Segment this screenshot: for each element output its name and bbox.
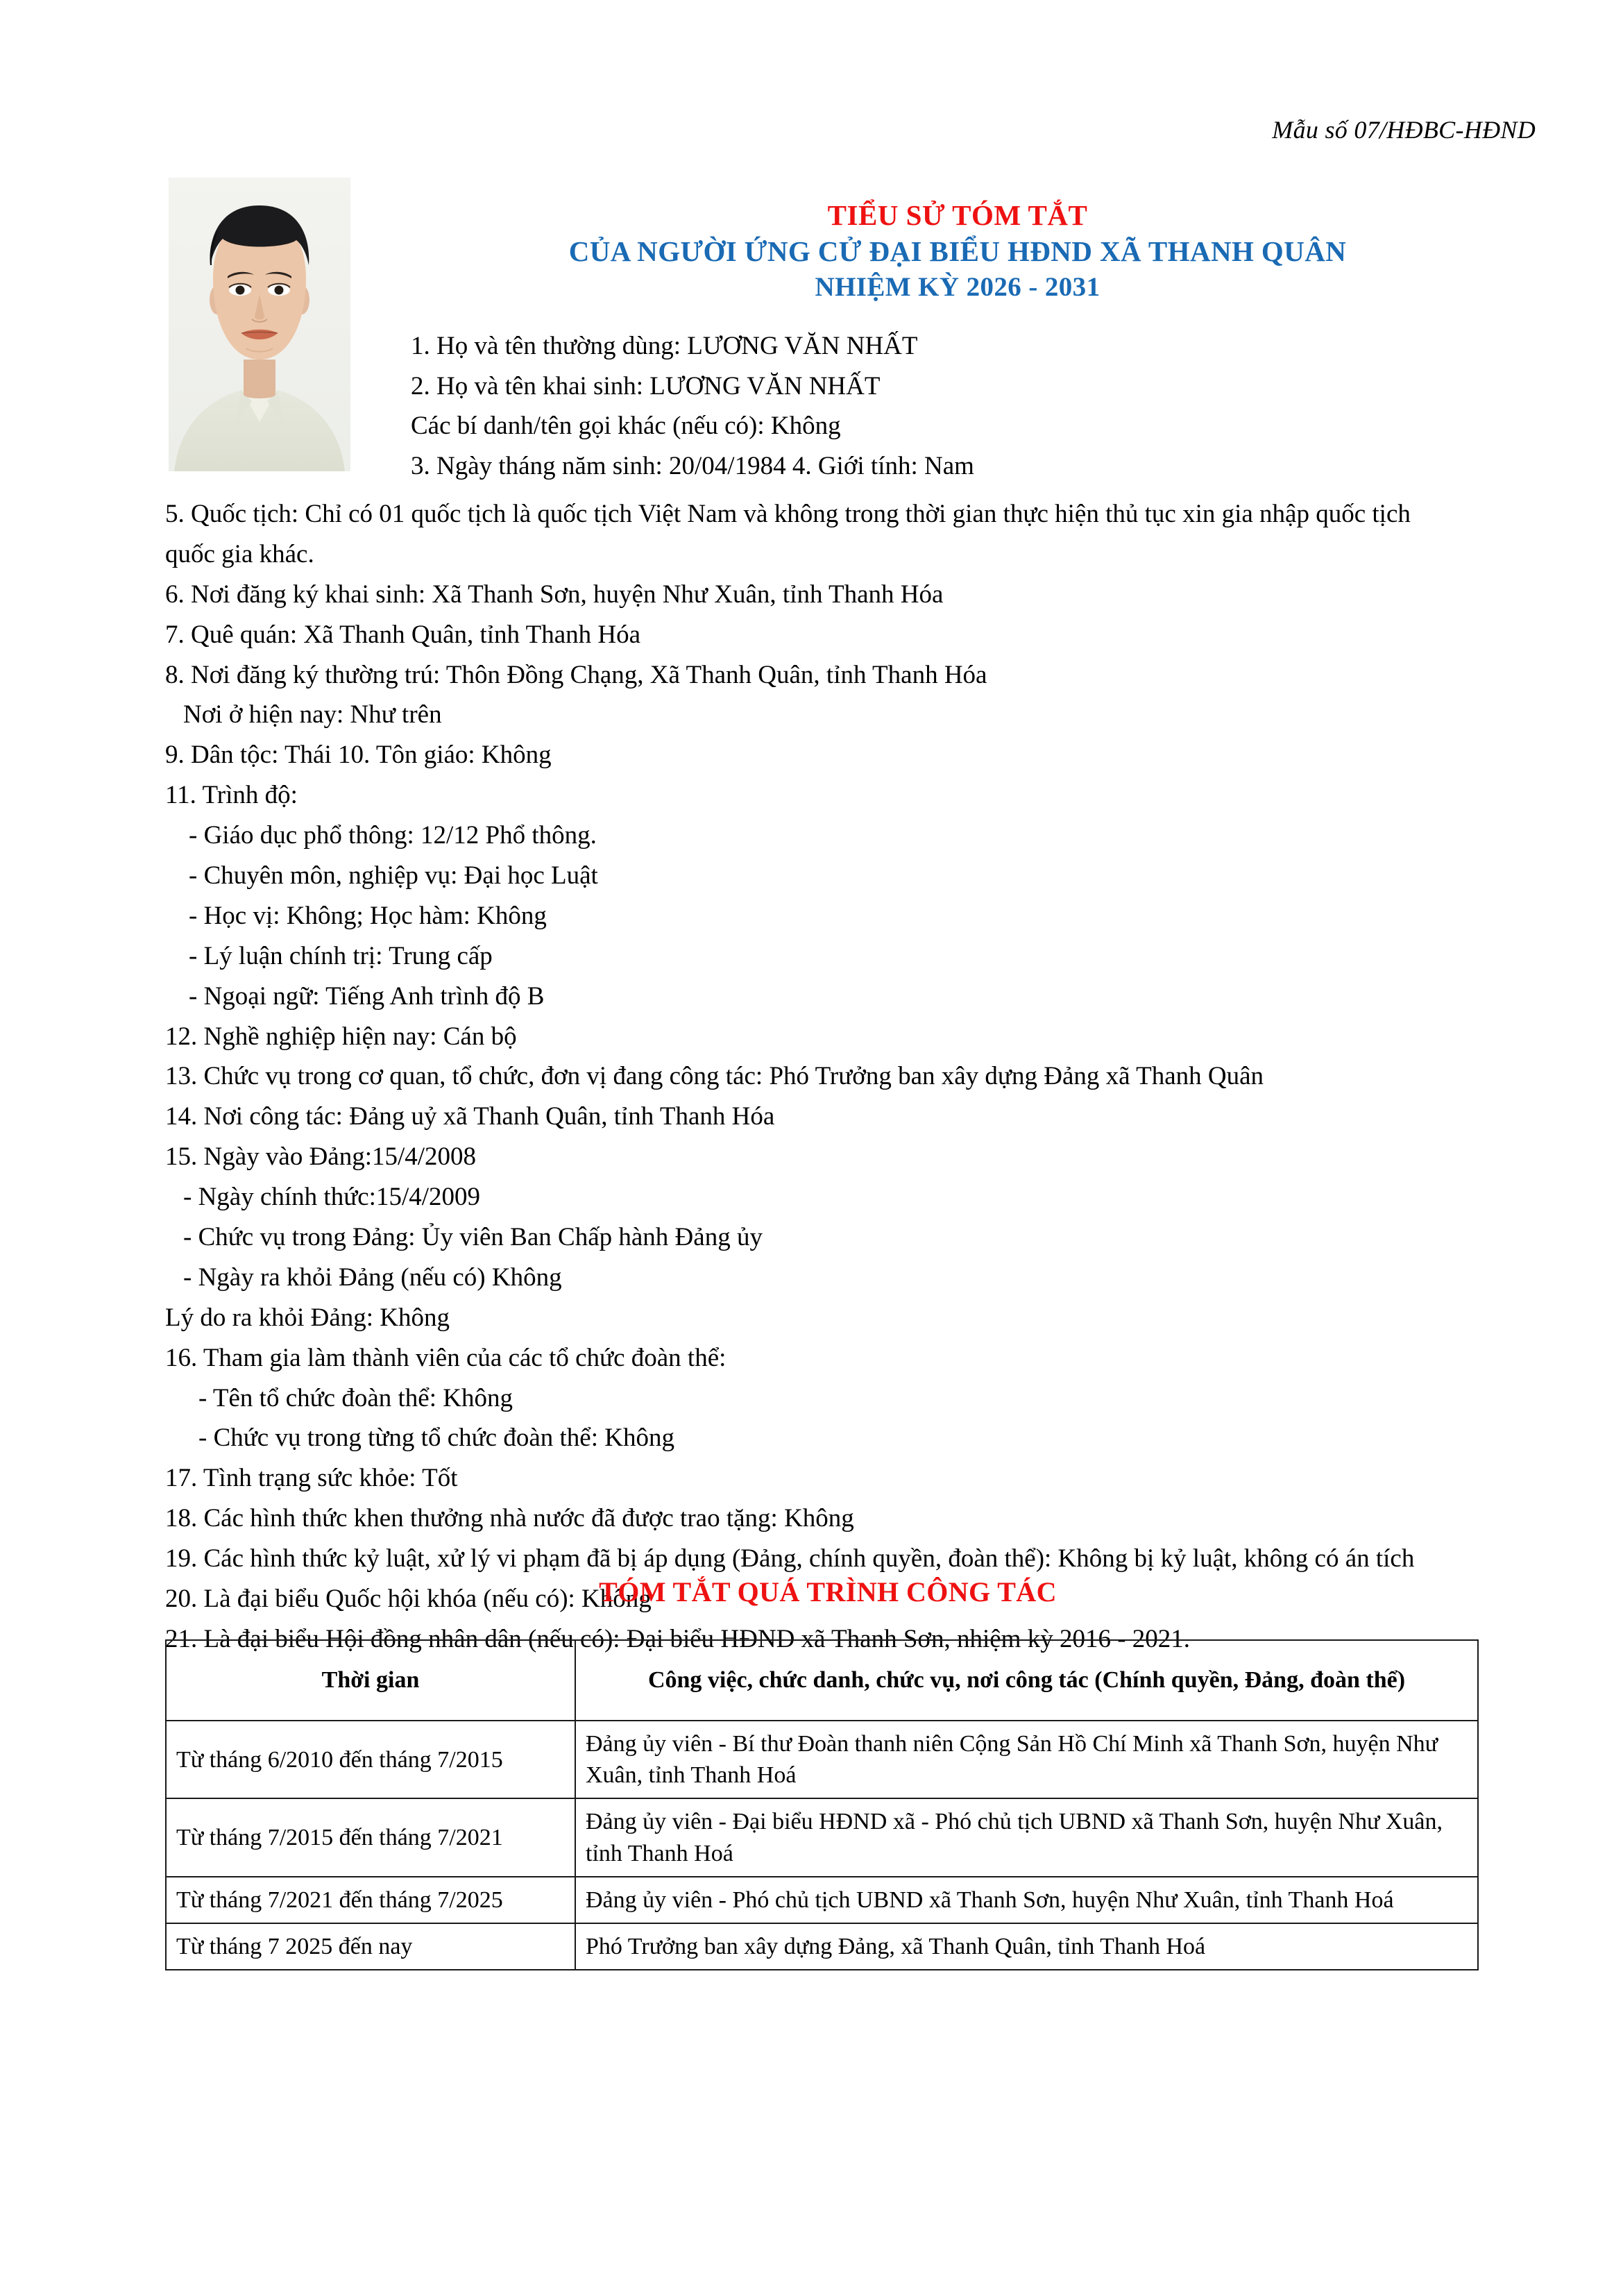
cell-time: Từ tháng 7 2025 đến nay: [166, 1923, 575, 1970]
cell-time: Từ tháng 7/2021 đến tháng 7/2025: [166, 1877, 575, 1923]
cell-time: Từ tháng 6/2010 đến tháng 7/2015: [166, 1721, 575, 1798]
biography-line: Lý do ra khỏi Đảng: Không: [165, 1303, 450, 1332]
work-history-heading: TÓM TẮT QUÁ TRÌNH CÔNG TÁC: [599, 1576, 1057, 1607]
table-row: [166, 1877, 1478, 1923]
intro-line: 3. Ngày tháng năm sinh: 20/04/1984 4. Giới tính: Nam: [411, 452, 974, 481]
biography-line: 11. Trình độ:: [165, 781, 298, 810]
table-header-row: [166, 1640, 1478, 1721]
biography-body: [165, 494, 1490, 1660]
work-history-table: [165, 1639, 1479, 1970]
biography-line: - Học vị: Không; Học hàm: Không: [189, 901, 547, 930]
biography-line: - Giáo dục phổ thông: 12/12 Phổ thông.: [189, 821, 597, 850]
biography-line: - Chuyên môn, nghiệp vụ: Đại học Luật: [189, 861, 598, 890]
table-row: [166, 1923, 1478, 1970]
cell-description: Phó Trưởng ban xây dựng Đảng, xã Thanh Quân, tỉnh Thanh Hoá: [575, 1923, 1478, 1970]
biography-line: 17. Tình trạng sức khỏe: Tốt: [165, 1464, 458, 1493]
intro-line: 2. Họ và tên khai sinh: LƯƠNG VĂN NHẤT: [411, 371, 881, 400]
biography-line: 7. Quê quán: Xã Thanh Quân, tỉnh Thanh Hóa: [165, 620, 641, 649]
biography-line: quốc gia khác.: [165, 539, 314, 568]
biography-line: - Chức vụ trong Đảng: Ủy viên Ban Chấp hành Đảng ủy: [183, 1223, 763, 1252]
cell-description: Đảng ủy viên - Đại biểu HĐND xã - Phó chủ tịch UBND xã Thanh Sơn, huyện Như Xuân, tỉnh Thanh Hoá: [575, 1798, 1478, 1876]
intro-fields: [411, 326, 1493, 487]
intro-line: Các bí danh/tên gọi khác (nếu có): Không: [411, 412, 841, 441]
biography-line: 14. Nơi công tác: Đảng uỷ xã Thanh Quân, tỉnh Thanh Hóa: [165, 1102, 775, 1131]
biography-line: 8. Nơi đăng ký thường trú: Thôn Đồng Chạng, Xã Thanh Quân, tỉnh Thanh Hóa: [165, 660, 987, 689]
table-row: [166, 1721, 1478, 1798]
biography-line: - Tên tổ chức đoàn thể: Không: [198, 1383, 513, 1412]
biography-line: 12. Nghề nghiệp hiện nay: Cán bộ: [165, 1022, 517, 1051]
title-subtitle: CỦA NGƯỜI ỨNG CỬ ĐẠI BIỂU HĐND XÃ THANH QUÂN: [568, 235, 1347, 268]
biography-line: - Ngoại ngữ: Tiếng Anh trình độ B: [189, 981, 545, 1011]
biography-line: 18. Các hình thức khen thưởng nhà nước đã được trao tặng: Không: [165, 1504, 854, 1533]
table-row: [166, 1798, 1478, 1876]
biography-line: 5. Quốc tịch: Chỉ có 01 quốc tịch là quốc tịch Việt Nam và không trong thời gian thực hiện thủ tục xin gia nhập quốc tịch: [165, 500, 1411, 528]
biography-line: - Lý luận chính trị: Trung cấp: [189, 941, 493, 970]
column-header-time: Thời gian: [166, 1640, 575, 1721]
biography-line: 19. Các hình thức kỷ luật, xử lý vi phạm đã bị áp dụng (Đảng, chính quyền, đoàn thể): Không bị kỷ luật, không có án tích: [165, 1544, 1415, 1573]
intro-line: 1. Họ và tên thường dùng: LƯƠNG VĂN NHẤT: [411, 332, 918, 360]
form-code-label: Mẫu số 07/HĐBC-HĐND: [1272, 116, 1536, 144]
candidate-portrait-photo: [169, 178, 350, 471]
biography-line: 16. Tham gia làm thành viên của các tổ chức đoàn thể:: [165, 1343, 726, 1372]
biography-line: - Chức vụ trong từng tổ chức đoàn thể: Không: [198, 1424, 674, 1453]
biography-line: Nơi ở hiện nay: Như trên: [183, 700, 442, 729]
biography-line: 15. Ngày vào Đảng:15/4/2008: [165, 1142, 477, 1172]
cell-description: Đảng ủy viên - Bí thư Đoàn thanh niên Cộng Sản Hồ Chí Minh xã Thanh Sơn, huyện Như Xuân, tỉnh Thanh Hoá: [575, 1721, 1478, 1798]
biography-line: - Ngày chính thức:15/4/2009: [183, 1183, 481, 1212]
title-main: TIỂU SỬ TÓM TẮT: [827, 199, 1088, 231]
cell-description: Đảng ủy viên - Phó chủ tịch UBND xã Thanh Sơn, huyện Như Xuân, tỉnh Thanh Hoá: [575, 1877, 1478, 1923]
title-term: NHIỆM KỲ 2026 - 2031: [815, 271, 1101, 302]
cell-time: Từ tháng 7/2015 đến tháng 7/2021: [166, 1798, 575, 1876]
biography-line: - Ngày ra khỏi Đảng (nếu có) Không: [183, 1263, 562, 1292]
column-header-description: Công việc, chức danh, chức vụ, nơi công tác (Chính quyền, Đảng, đoàn thể): [575, 1640, 1478, 1721]
portrait-illustration: [169, 178, 350, 471]
biography-line: 13. Chức vụ trong cơ quan, tổ chức, đơn vị đang công tác: Phó Trưởng ban xây dựng Đảng xã Thanh Quân: [165, 1062, 1264, 1091]
document-title-block: [389, 197, 1527, 305]
biography-line: 21. Là đại biểu Hội đồng nhân dân (nếu có): Đại biểu HĐND xã Thanh Sơn, nhiệm kỳ 2016 - 2021.: [165, 1624, 1191, 1653]
biography-line: 6. Nơi đăng ký khai sinh: Xã Thanh Sơn, huyện Như Xuân, tỉnh Thanh Hóa: [165, 580, 944, 609]
biography-line: 9. Dân tộc: Thái 10. Tôn giáo: Không: [165, 741, 552, 770]
biography-line: 20. Là đại biểu Quốc hội khóa (nếu có): Không: [165, 1585, 652, 1614]
work-history-body: [166, 1721, 1478, 1970]
